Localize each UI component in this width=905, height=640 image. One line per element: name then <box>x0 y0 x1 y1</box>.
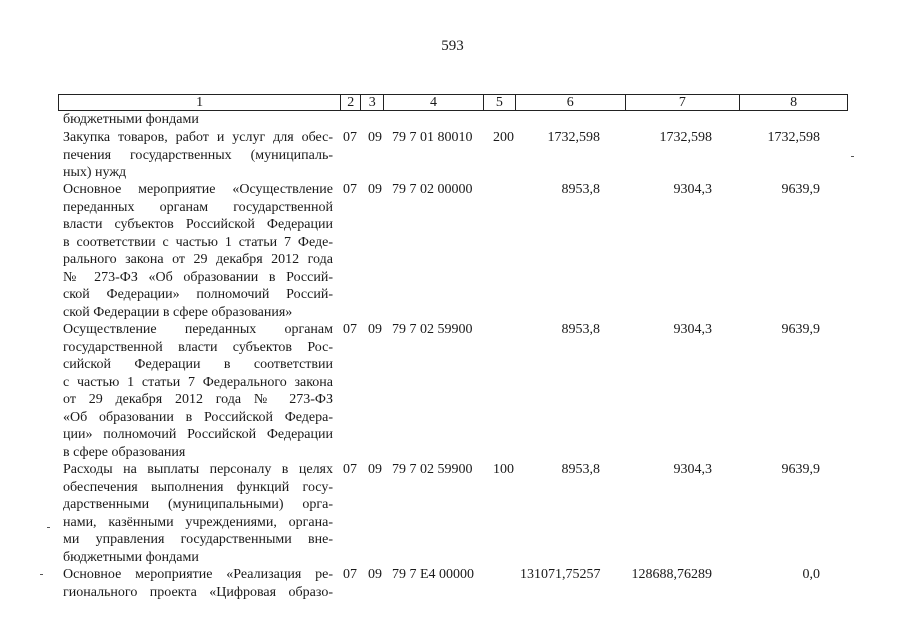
row-2-description <box>63 181 333 321</box>
row-4-value-6: 8953,8 <box>561 462 600 477</box>
desc-line: от 29 декабря 2012 года № 273-ФЗ <box>63 392 333 407</box>
row-5-value-8: 0,0 <box>802 567 820 582</box>
row-5-description <box>63 566 333 601</box>
continuation-text <box>63 111 333 129</box>
header-col-4: 4 <box>384 95 484 110</box>
row-1-value-8: 1732,598 <box>767 130 820 145</box>
row-3-value-6: 8953,8 <box>561 322 600 337</box>
row-4-target-article: 79 7 02 59900 <box>392 462 473 477</box>
row-1-value-7: 1732,598 <box>659 130 712 145</box>
desc-line: ской Федерации» полномочий Россий- <box>63 287 333 302</box>
row-2-value-6: 8953,8 <box>561 182 600 197</box>
row-2-target-article: 79 7 02 00000 <box>392 182 473 197</box>
desc-line: Осуществление переданных органам <box>63 322 333 337</box>
row-5-section: 07 <box>343 567 357 582</box>
desc-line: государственной власти субъектов Рос- <box>63 339 333 355</box>
desc-line: дарственными (муниципальными) орга- <box>63 497 333 512</box>
row-3-value-7: 9304,3 <box>673 322 712 337</box>
desc-line: власти субъектов Российской Федерации <box>63 217 333 232</box>
desc-line: ской Федерации в сфере образования» <box>63 304 293 320</box>
scan-speck <box>40 574 43 575</box>
row-2-value-8: 9639,9 <box>781 182 820 197</box>
row-5-value-7: 128688,76289 <box>631 567 712 582</box>
scan-speck <box>851 156 854 157</box>
header-col-6: 6 <box>516 95 626 110</box>
header-col-1: 1 <box>59 95 341 110</box>
row-3-subsection: 09 <box>368 322 382 337</box>
desc-line: ных) нужд <box>63 165 127 180</box>
row-1-section: 07 <box>343 130 357 145</box>
desc-line: ми управления государственными вне- <box>63 532 333 547</box>
desc-line: нами, казёнными учреждениями, органа- <box>63 514 333 530</box>
header-col-8: 8 <box>790 95 798 110</box>
row-5-subsection: 09 <box>368 567 382 582</box>
desc-line: бюджетными фондами <box>63 549 199 565</box>
row-1-expense-type: 200 <box>493 130 514 145</box>
desc-line: переданных органам государственной <box>63 199 333 215</box>
desc-line: Основное мероприятие «Реализация ре- <box>63 567 333 582</box>
row-4-value-7: 9304,3 <box>673 462 712 477</box>
desc-line: рального закона от 29 декабря 2012 года <box>63 252 333 267</box>
desc-line: в соответствии с частью 1 статьи 7 Феде- <box>63 234 333 250</box>
desc-line: «Об образовании в Российской Федера- <box>63 409 333 425</box>
row-1-subsection: 09 <box>368 130 382 145</box>
header-col-2: 2 <box>341 95 361 110</box>
row-4-expense-type: 100 <box>493 462 514 477</box>
row-3-value-8: 9639,9 <box>781 322 820 337</box>
row-2-subsection: 09 <box>368 182 382 197</box>
desc-line: Основное мероприятие «Осуществление <box>63 182 333 197</box>
row-4-subsection: 09 <box>368 462 382 477</box>
desc-line: ции» полномочий Российской Федерации <box>63 427 333 442</box>
desc-line: гионального проекта «Цифровая образо- <box>63 584 333 600</box>
header-col-3: 3 <box>361 95 384 110</box>
row-5-value-6: 131071,75257 <box>520 567 601 582</box>
page-number: 593 <box>441 38 464 54</box>
table-header <box>58 94 848 111</box>
desc-line: № 273-ФЗ «Об образовании в Россий- <box>63 269 333 285</box>
row-2-value-7: 9304,3 <box>673 182 712 197</box>
row-4-description <box>63 461 333 566</box>
desc-line: в сфере образования <box>63 444 186 460</box>
row-3-description <box>63 321 333 461</box>
desc-line: с частью 1 статьи 7 Федерального закона <box>63 374 333 390</box>
row-4-value-8: 9639,9 <box>781 462 820 477</box>
row-3-target-article: 79 7 02 59900 <box>392 322 473 337</box>
header-col-7: 7 <box>626 95 741 110</box>
desc-line: печения государственных (муниципаль- <box>63 147 333 163</box>
desc-line: Закупка товаров, работ и услуг для обес- <box>63 130 333 145</box>
scan-speck <box>47 527 50 528</box>
desc-line: сийской Федерации в соответствии <box>63 357 333 372</box>
row-1-target-article: 79 7 01 80010 <box>392 130 473 145</box>
row-1-value-6: 1732,598 <box>547 130 600 145</box>
row-4-section: 07 <box>343 462 357 477</box>
row-5-target-article: 79 7 E4 00000 <box>392 567 475 582</box>
row-3-section: 07 <box>343 322 357 337</box>
row-1-description <box>63 129 333 182</box>
desc-line: Расходы на выплаты персоналу в целях <box>63 462 333 477</box>
desc-line: обеспечения выполнения функций госу- <box>63 479 333 495</box>
row-2-section: 07 <box>343 182 357 197</box>
desc-line: бюджетными фондами <box>63 112 199 127</box>
header-col-5: 5 <box>484 95 516 110</box>
